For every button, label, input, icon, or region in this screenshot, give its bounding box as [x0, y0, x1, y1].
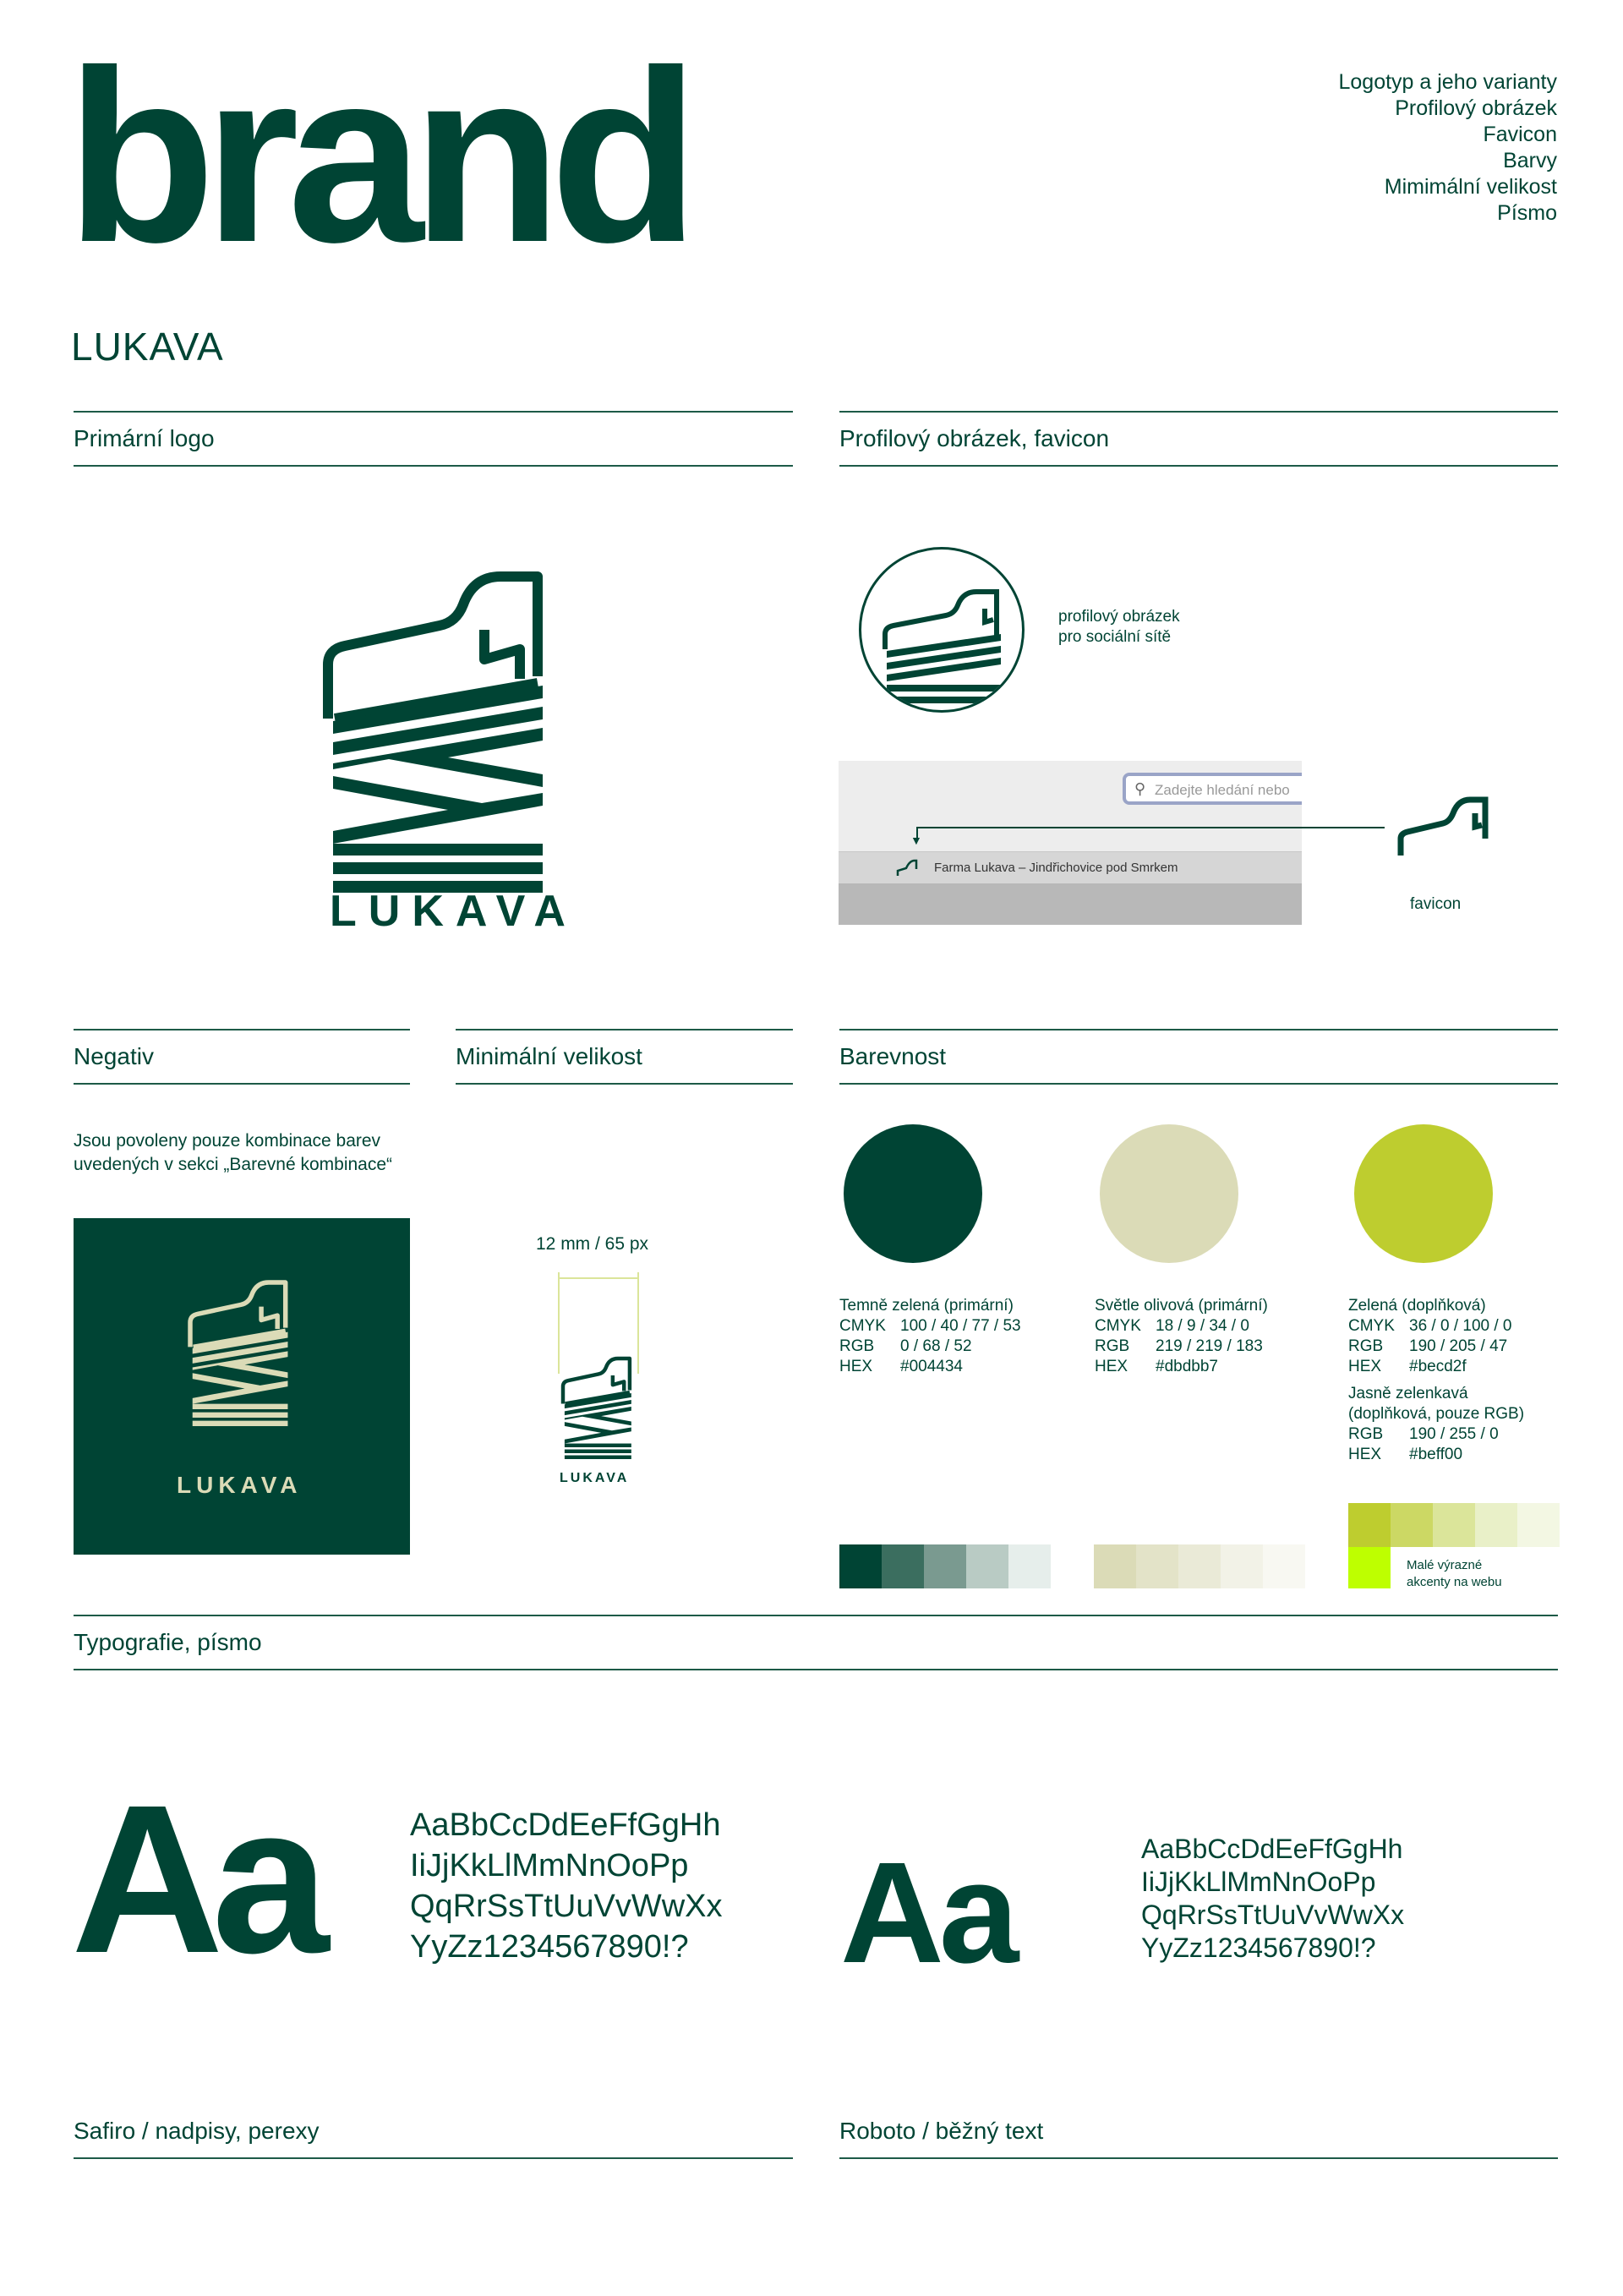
brand-wordmark: brand	[66, 19, 688, 293]
nav-item-pismo[interactable]: Písmo	[1497, 201, 1557, 225]
tint-swatch	[839, 1544, 882, 1588]
cmyk-value: 100 / 40 / 77 / 53	[900, 1317, 1021, 1335]
font2-sample-big: Aa	[840, 1833, 1014, 1993]
rgb-value: 219 / 219 / 183	[1156, 1337, 1263, 1355]
tint-swatch	[1221, 1544, 1263, 1588]
divider	[74, 1083, 410, 1085]
arrow-down-icon: ▼	[910, 834, 922, 847]
rgb-label: RGB	[839, 1337, 875, 1355]
tint-swatch	[1178, 1544, 1221, 1588]
hex-value: #becd2f	[1409, 1358, 1467, 1375]
font2-label: Roboto / běžný text	[839, 2118, 1044, 2144]
rgb-value: 0 / 68 / 52	[900, 1337, 972, 1355]
section-title-typography: Typografie, písmo	[74, 1629, 262, 1655]
accent-swatch-bright	[1348, 1547, 1391, 1588]
font1-sample-big: Aa	[71, 1761, 318, 1997]
profile-caption-line2: pro sociální sítě	[1058, 628, 1172, 646]
browser-tab[interactable]	[839, 851, 1302, 884]
alphabet-line: AaBbCcDdEeFfGgHh	[1141, 1834, 1403, 1864]
alphabet-line: YyZz1234567890!?	[410, 1929, 689, 1965]
tint-swatch	[924, 1544, 966, 1588]
divider	[74, 411, 793, 413]
rgb-value: 190 / 205 / 47	[1409, 1337, 1508, 1355]
color-circle-green	[1354, 1124, 1493, 1263]
cmyk-label: CMYK	[839, 1317, 886, 1335]
profile-caption	[1058, 607, 1180, 648]
nav-item-favicon[interactable]: Favicon	[1483, 123, 1557, 146]
color-name: Temně zelená (primární)	[839, 1297, 1014, 1315]
tint-row-dark-green	[839, 1544, 1051, 1588]
section-title-primary-logo: Primární logo	[74, 425, 215, 451]
profile-picture	[859, 547, 1025, 713]
hex-value: #beff00	[1409, 1446, 1463, 1463]
divider	[839, 2157, 1558, 2159]
negative-note	[74, 1129, 392, 1177]
pointer-line	[916, 827, 1385, 828]
nav-item-profilovy[interactable]: Profilový obrázek	[1395, 96, 1557, 120]
browser-mockup	[839, 761, 1302, 925]
divider	[456, 1083, 793, 1085]
accent-note-line1: Malé výrazné	[1407, 1558, 1483, 1572]
tint-row-olive	[1094, 1544, 1305, 1588]
tint-swatch	[1517, 1503, 1560, 1547]
hex-label: HEX	[1348, 1358, 1382, 1375]
favicon-icon	[1397, 793, 1490, 861]
font1-alphabet	[410, 1805, 722, 1967]
color-spec-dark-green	[839, 1296, 1021, 1377]
hex-label: HEX	[839, 1358, 873, 1375]
rgb-value: 190 / 255 / 0	[1409, 1425, 1499, 1443]
search-field[interactable]	[1123, 773, 1302, 805]
negative-note-line1: Jsou povoleny pouze kombinace barev	[74, 1131, 381, 1151]
logo-wordmark: LUKAVA	[330, 887, 577, 936]
tab-favicon-icon	[896, 859, 918, 877]
tint-swatch	[882, 1544, 924, 1588]
hex-label: HEX	[1095, 1358, 1128, 1375]
hex-value: #dbdbb7	[1156, 1358, 1218, 1375]
primary-logo	[313, 558, 566, 930]
search-placeholder: Zadejte hledání nebo	[1155, 782, 1290, 798]
cmyk-value: 36 / 0 / 100 / 0	[1409, 1317, 1512, 1335]
min-size-logo	[558, 1353, 639, 1471]
tab-title: Farma Lukava – Jindřichovice pod Smrkem	[934, 861, 1178, 875]
tint-swatch	[1433, 1503, 1475, 1547]
alphabet-line: AaBbCcDdEeFfGgHh	[410, 1807, 721, 1843]
negative-wordmark: LUKAVA	[177, 1472, 303, 1498]
min-size-wordmark: LUKAVA	[560, 1471, 630, 1485]
color-circle-olive	[1100, 1124, 1238, 1263]
divider	[74, 1615, 1558, 1616]
cmyk-label: CMYK	[1348, 1317, 1395, 1335]
section-title-colors: Barevnost	[839, 1043, 947, 1069]
negative-logo-box	[74, 1218, 410, 1555]
alphabet-line: QqRrSsTtUuVvWwXx	[1141, 1900, 1405, 1930]
divider	[839, 1029, 1558, 1030]
cmyk-value: 18 / 9 / 34 / 0	[1156, 1317, 1249, 1335]
divider	[74, 1669, 1558, 1670]
alphabet-line: IiJjKkLlMmNnOoPp	[1141, 1867, 1376, 1897]
accent-note-line2: akcenty na webu	[1407, 1575, 1502, 1589]
tint-row-green	[1348, 1503, 1560, 1547]
divider	[839, 1083, 1558, 1085]
divider	[74, 465, 793, 467]
tint-swatch	[1263, 1544, 1305, 1588]
min-size-label: 12 mm / 65 px	[536, 1234, 649, 1254]
negative-note-line2: uvedených v sekci „Barevné kombinace“	[74, 1155, 393, 1174]
tint-swatch	[1391, 1503, 1433, 1547]
search-icon: ⚲	[1134, 780, 1146, 797]
rgb-label: RGB	[1348, 1337, 1384, 1355]
divider	[456, 1029, 793, 1030]
negative-logo	[173, 1274, 309, 1443]
hex-value: #004434	[900, 1358, 963, 1375]
divider	[74, 2157, 793, 2159]
divider	[839, 411, 1558, 413]
browser-content	[839, 883, 1302, 925]
alphabet-line: YyZz1234567890!?	[1141, 1932, 1376, 1963]
tint-swatch	[1348, 1503, 1391, 1547]
color-name: Světle olivová (primární)	[1095, 1297, 1268, 1315]
dimension-line	[558, 1277, 639, 1279]
tint-swatch	[1094, 1544, 1136, 1588]
cmyk-label: CMYK	[1095, 1317, 1141, 1335]
color-spec-green	[1348, 1296, 1524, 1465]
nav-item-velikost[interactable]: Mimimální velikost	[1384, 175, 1557, 199]
extra-color-name: Jasně zelenkavá	[1348, 1385, 1468, 1402]
alphabet-line: IiJjKkLlMmNnOoPp	[410, 1848, 689, 1883]
rgb-label: RGB	[1095, 1337, 1130, 1355]
alphabet-line: QqRrSsTtUuVvWwXx	[410, 1889, 723, 1924]
section-title-min-size: Minimální velikost	[456, 1043, 642, 1069]
tint-swatch	[1475, 1503, 1517, 1547]
divider	[74, 1029, 410, 1030]
company-name: LUKAVA	[71, 325, 224, 369]
color-spec-olive	[1095, 1296, 1268, 1377]
section-nav	[1338, 69, 1557, 227]
font1-label: Safiro / nadpisy, perexy	[74, 2118, 320, 2144]
font2-alphabet	[1141, 1833, 1404, 1965]
extra-color-name-note: (doplňková, pouze RGB)	[1348, 1405, 1525, 1423]
color-circle-dark-green	[844, 1124, 982, 1263]
nav-item-logotyp[interactable]: Logotyp a jeho varianty	[1338, 70, 1557, 94]
rgb-label: RGB	[1348, 1425, 1384, 1443]
profile-caption-line1: profilový obrázek	[1058, 608, 1180, 626]
tint-swatch	[1008, 1544, 1051, 1588]
tint-swatch	[1136, 1544, 1178, 1588]
color-name: Zelená (doplňková)	[1348, 1297, 1486, 1315]
divider	[839, 465, 1558, 467]
nav-item-barvy[interactable]: Barvy	[1503, 149, 1557, 172]
hex-label: HEX	[1348, 1446, 1382, 1463]
tint-swatch	[966, 1544, 1008, 1588]
accent-note	[1407, 1557, 1502, 1591]
section-title-profile: Profilový obrázek, favicon	[839, 425, 1110, 451]
favicon-label: favicon	[1410, 895, 1462, 913]
section-title-negative: Negativ	[74, 1043, 154, 1069]
